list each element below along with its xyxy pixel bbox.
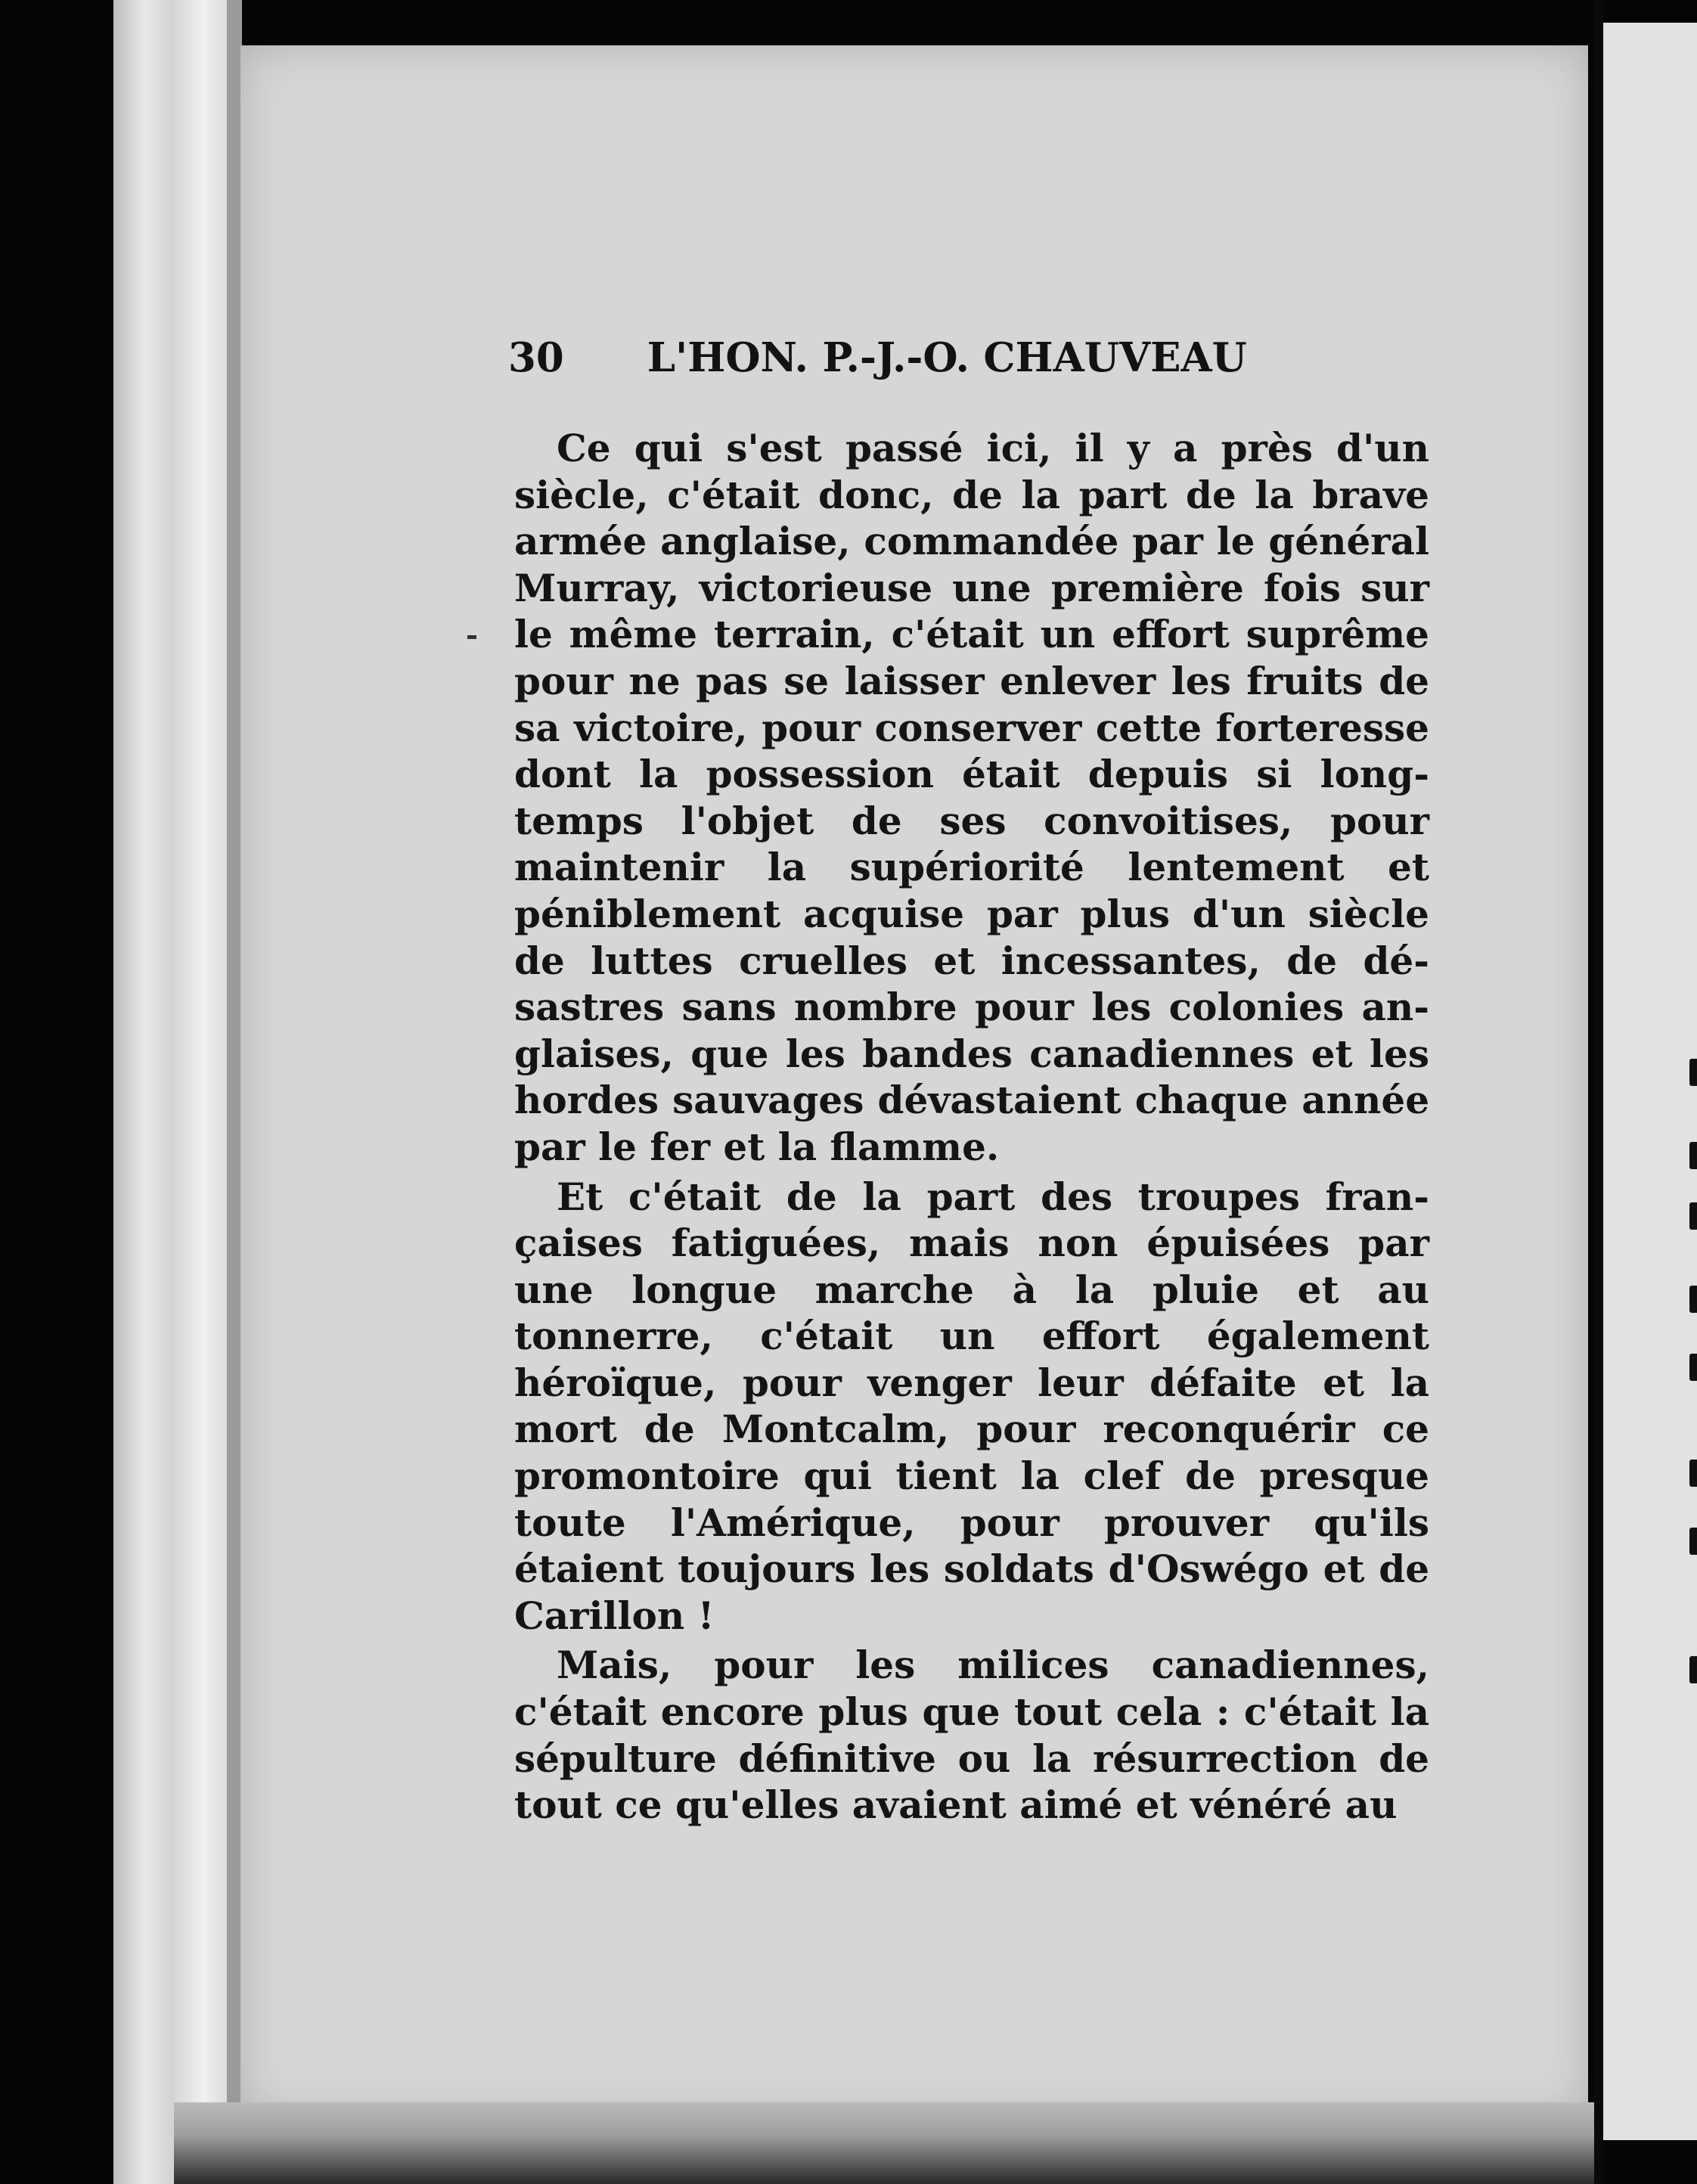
paragraph: Mais, pour les milices canadiennes, c'était encore plus que tout cela : c'était la sépulture définitive ou la résurrection de tout ce qu'elles avaient aimé et vénéré au (514, 1643, 1429, 1828)
body-text (514, 425, 1429, 1832)
book-left-edge (113, 0, 242, 2184)
margin-mark (467, 635, 476, 639)
book-gutter-shadow (227, 0, 242, 2184)
paragraph: Ce qui s'est passé ici, il y a près d'un siècle, c'était donc, de la part de la brave armée anglaise, commandée par le général Murray, victorieuse une première fois sur le même terrain, c'était un effort suprême pour ne pas se laisser enlever les fruits de sa victoire, pour conserver cette forteresse dont la possession était depuis si longtemps l'objet de ses convoitises, pour maintenir la supériorité lentement et péniblement acquise par plus d'un siècle de luttes cruelles et incessantes, de désastres sans nombre pour les colonies anglaises, que les bandes canadiennes et les hordes sauvages dévastaient chaque année par le fer et la flamme. (514, 426, 1429, 1169)
adjacent-text-fragment (1689, 1354, 1697, 1381)
adjacent-text-fragment (1689, 1286, 1697, 1313)
paragraph: Et c'était de la part des troupes françaises fatiguées, mais non épuisées par une longue marche à la pluie et au tonnerre, c'était un effort également héroïque, pour venger leur défaite et la mort de Montcalm, pour reconquérir ce promontoire qui tient la clef de presque toute l'Amérique, pour prouver qu'ils étaient toujours les soldats d'Oswégo et de Carillon ! (514, 1174, 1429, 1638)
adjacent-text-fragment (1689, 1528, 1697, 1555)
adjacent-text-fragment (1689, 1059, 1697, 1086)
page-bottom-edge (174, 2102, 1596, 2184)
running-header (508, 334, 1280, 381)
adjacent-text-fragment (1689, 1656, 1697, 1683)
running-head-title: L'HON. P.-J.-O. CHAUVEAU (647, 334, 1247, 381)
adjacent-text-fragment (1689, 1202, 1697, 1230)
page-right-border (1594, 0, 1603, 2184)
page-number: 30 (508, 334, 564, 381)
adjacent-page-fragment (1603, 23, 1697, 2140)
adjacent-text-fragment (1689, 1460, 1697, 1487)
adjacent-text-fragment (1689, 1142, 1697, 1169)
